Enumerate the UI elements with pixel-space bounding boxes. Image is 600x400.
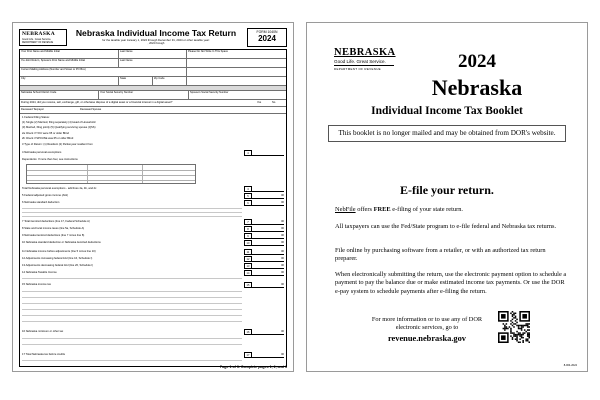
digital-asset-yes-checkbox[interactable]: Yes (257, 101, 262, 104)
line-13-adj-decreasing: 13 Adjustments decreasing federal AGI (line 26, Schedule I) (22, 264, 94, 267)
line-4-total-exemptions: Total Nebraska personal exemptions - add lines 4a, 4b, and 4c (22, 187, 97, 190)
cover-logo-dept: DEPARTMENT OF REVENUE (334, 65, 394, 71)
software-paragraph: File online by purchasing software from a retailer, or with an authorized tax return preparer. (335, 247, 546, 263)
line-3-type-of-return[interactable]: 3 Type of Return: (1) Resident (2) Partial-year resident from (22, 143, 93, 146)
line-2b-checkbox[interactable]: 2b Check if SPOUSE was 65 or older Blind (22, 137, 74, 140)
deceased-spouse-checkbox[interactable]: Deceased Spouse (80, 108, 102, 111)
address-row (20, 68, 286, 77)
line-10-number-box: 10 (244, 240, 252, 246)
line-5-federal-agi: 5 Federal adjusted gross income (AGI) (22, 194, 69, 197)
form-number-box (247, 28, 287, 47)
line-7-itemized: 7 Total itemized deductions (line 17, Federal Schedule A) (22, 220, 90, 223)
line-15-amount[interactable]: 00 (252, 282, 284, 288)
spouse-row (20, 59, 286, 68)
last-name-field[interactable]: Last Name (120, 50, 133, 53)
dependents-label: Dependents: If more than four, see instructions (22, 158, 78, 161)
first-name-field[interactable]: Your First Name and Middle Initial (21, 50, 60, 53)
nebfile-link[interactable]: NebFile (335, 206, 356, 213)
line-10-amount[interactable]: 00 (252, 240, 284, 246)
state-field[interactable]: State (120, 77, 127, 80)
form-subtitle: for the taxable year January 1, 2024 through December 31, 2024 or other taxable year: (102, 38, 210, 42)
logo-dept: DEPARTMENT OF REVENUE (22, 42, 54, 44)
line-4-total-number-box: 4 (244, 186, 252, 192)
name-row (20, 50, 286, 59)
form-page-footer: Page 1 of 3. Complete pages 1, 2, and 3 (219, 365, 287, 369)
line-8-state-local-taxes: 8 State and local income taxes (line 5a, Schedule A) (22, 227, 85, 230)
logo-slogan: Good Life. Great Service. (22, 38, 52, 41)
line-4-exemptions: 4 Nebraska personal exemptions (22, 151, 62, 154)
line-15-number-box: 15 (244, 282, 252, 288)
form-year: 2024 (258, 34, 276, 43)
line-16-number-box: 16 (244, 329, 252, 335)
form-title: Nebraska Individual Income Tax Return (75, 28, 237, 38)
line-6-amount[interactable]: 00 (252, 200, 284, 206)
filing-status-options-b[interactable]: (3) Married, filing jointly (5) Qualifying surviving spouse (QSS) (22, 126, 96, 129)
line-12-number-box: 12 (244, 256, 252, 262)
form-number: FORM 1040N (256, 30, 278, 34)
filing-status-options-a[interactable]: (1) Single (2) Married, filing separately (4) Head of Household (22, 121, 96, 124)
line-5-number-box: 5 (244, 193, 252, 199)
line-15-income-tax: 15 Nebraska income tax (22, 283, 51, 286)
booklet-cover-page (306, 22, 588, 372)
digital-asset-no-checkbox[interactable]: No (272, 101, 276, 104)
nebfile-paragraph: NebFile offers FREE e-filing of your state return. (335, 206, 464, 213)
line-17-amount[interactable]: 00 (252, 352, 284, 358)
line-8-amount[interactable]: 00 (252, 226, 284, 232)
epay-paragraph: When electronically submitting the return, use the electronic payment option to schedule a payment to pay the balance due or make estimated income tax payments. Or use the DOR e-pay system to schedule payments after e-filing the return. (335, 271, 567, 295)
ssn-field[interactable]: Your Social Security Number (100, 91, 134, 94)
line-11-amount[interactable]: 00 (252, 249, 284, 255)
line-16-other-tax: 16 Nebraska minimum or other tax (22, 330, 64, 333)
ssn-row (20, 91, 286, 100)
line-2a-checkbox[interactable]: 2a Check if YOU were 65 or older Blind (22, 132, 69, 135)
line-9-number-box: 9 (244, 233, 252, 239)
line-11-number-box: 11 (244, 249, 252, 255)
digital-asset-row (20, 100, 286, 107)
line-8-number-box: 8 (244, 226, 252, 232)
line-12-adj-increasing: 12 Adjustments increasing federal AGI (line 16, Schedule I) (22, 257, 93, 260)
city-row (20, 77, 286, 86)
line-16-amount[interactable]: 00 (252, 329, 284, 335)
digital-asset-question: During 2024, did you receive, sell, exchange, gift, or otherwise dispose of a digital asset or a financial interest in a digital asset? (21, 101, 173, 104)
line-17-total-tax: 17 Total Nebraska tax before credits (22, 353, 65, 356)
cover-year: 2024 (458, 51, 496, 72)
line-17-number-box: 17 (244, 352, 252, 358)
office-use-label: Please Do Not Write In This Space (188, 50, 228, 53)
dependents-table[interactable] (26, 164, 196, 184)
booklet-code: 8-004-2024 (563, 364, 577, 367)
form-body (19, 49, 287, 367)
deceased-taxpayer-checkbox[interactable]: Deceased Taxpayer (21, 108, 44, 111)
line-5-amount[interactable]: 00 (252, 193, 284, 199)
line-6-number-box: 6 (244, 200, 252, 206)
form-1040n-page (12, 22, 294, 372)
availability-notice: This booklet is no longer mailed and may be obtained from DOR's website. (328, 125, 566, 142)
cover-logo-slogan: Good Life. Great Service. (334, 59, 386, 64)
zip-field[interactable]: Zip Code (154, 77, 165, 80)
line-14-number-box: 14 (244, 270, 252, 276)
line-9-ne-itemized: 9 Nebraska itemized deductions (line 7 minus line 8) (22, 234, 85, 237)
line-7-number-box: 7 (244, 219, 252, 225)
spouse-ssn-field[interactable]: Spouse's Social Security Number (190, 91, 229, 94)
line-14-taxable-income: 14 Nebraska Taxable Income (22, 271, 57, 274)
city-field[interactable]: City (21, 77, 26, 80)
line-4-amount[interactable] (252, 150, 284, 156)
fed-state-paragraph: All taxpayers can use the Fed/State program to e-file federal and Nebraska tax returns. (335, 223, 557, 230)
form-subtitle-2: , 2024 through (147, 42, 165, 45)
revenue-website-link[interactable]: revenue.nebraska.gov (387, 334, 466, 343)
cover-state-title: Nebraska (431, 75, 523, 100)
efile-heading: E-file your return. (400, 183, 494, 197)
line-9-amount[interactable]: 00 (252, 233, 284, 239)
cover-logo-title: NEBRASKA (334, 47, 396, 58)
logo-title: NEBRASKA (22, 31, 55, 37)
line-11-income-before-adj: 11 Nebraska income before adjustments (line 5 minus line 10) (22, 250, 96, 253)
qr-code-icon[interactable] (498, 311, 530, 343)
line-12-amount[interactable]: 00 (252, 256, 284, 262)
nebraska-logo-small (19, 29, 67, 46)
line-14-amount[interactable]: 00 (252, 270, 284, 276)
school-district-field[interactable]: Nebraska School District Code (21, 91, 57, 94)
line-13-number-box: 13 (244, 263, 252, 269)
spouse-name-field[interactable]: If a Joint Return, Spouse's First Name and Middle Initial (21, 59, 85, 62)
line-10-deduction: 10 Nebraska standard deduction or Nebraska itemized deductions (22, 241, 101, 244)
line-4-number-box: 4 (244, 150, 252, 156)
line-7-amount[interactable]: 00 (252, 219, 284, 225)
line-4-total-amount[interactable] (252, 186, 284, 192)
form-header (19, 28, 287, 47)
more-info-text: For more information or to use any of DOR electronic services, go to (371, 316, 483, 331)
address-field[interactable]: Current Mailing Address (Number and Street or PO Box) (21, 68, 86, 71)
deceased-row (20, 107, 286, 114)
line-13-amount[interactable]: 00 (252, 263, 284, 269)
cover-booklet-title: Individual Income Tax Booklet (371, 105, 523, 117)
line-6-standard-deduction: 6 Nebraska standard deduction (22, 201, 60, 204)
spouse-last-name-field[interactable]: Last Name (120, 59, 133, 62)
line-1-filing-status: 1 Federal Filing Status: (22, 116, 50, 119)
